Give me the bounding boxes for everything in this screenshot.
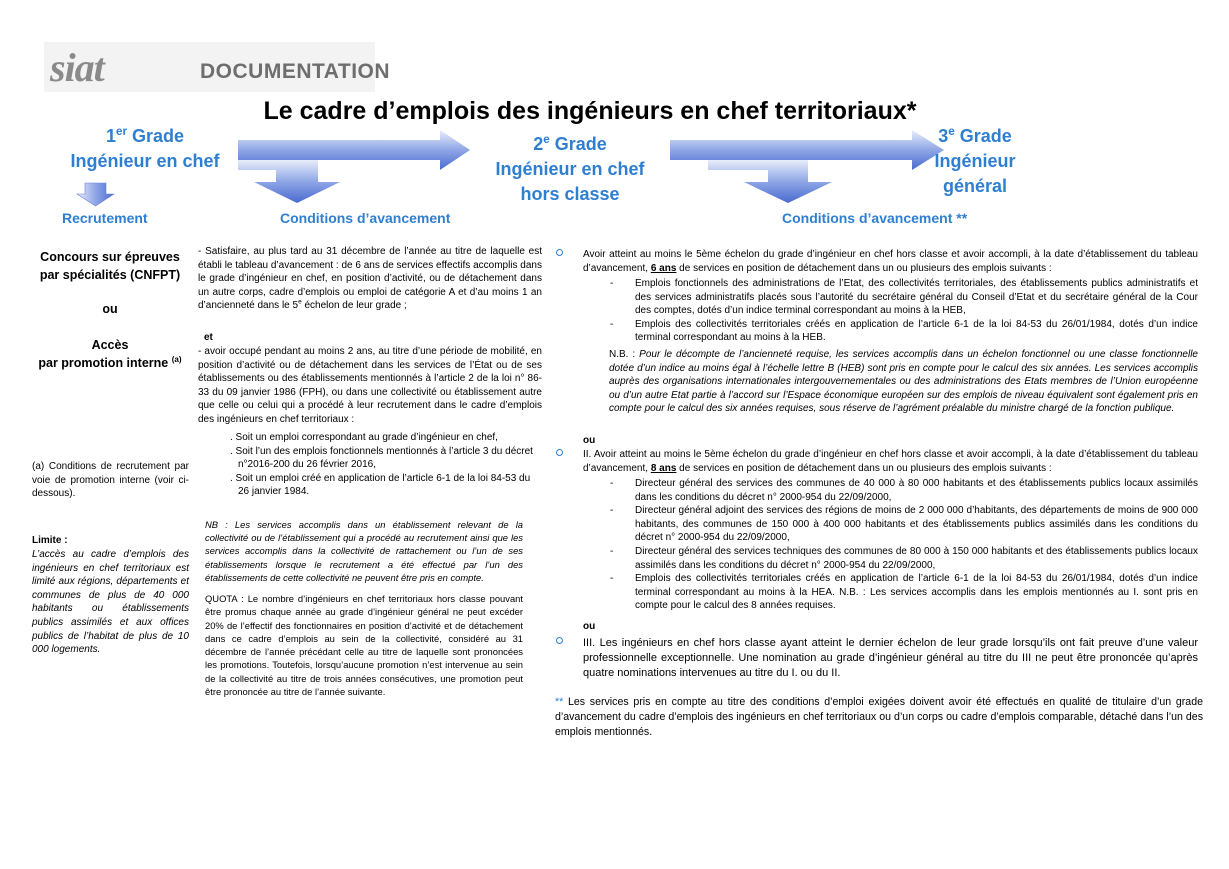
condition-ii: II. Avoir atteint au moins le 5ème échelon du grade d’ingénieur en chef hors classe et avoir accompli, à la date d’établissement du tableau d’avancement, 8 ans de services en position de détachement dans un ou plusieurs des emplois suivants : [583,449,1198,474]
ou-text: ou [102,302,118,316]
list-item: - Directeur général des services des communes de 40 000 à 80 000 habitants et des établissements publics locaux assimilés dans les conditions du décret n° 2000-954 du 22/09/2000, [610,478,1198,503]
ou-2: ou [583,621,596,632]
list-item: . Soit un emploi créé en application de l’article 6-1 de la loi 84-53 du 26 janvier 1984. [230,472,531,498]
limite-title: Limite : [32,535,68,546]
acces-text: Accès [91,338,129,352]
quota-text: QUOTA : Le nombre d’ingénieurs en chef territoriaux hors classe pouvant être promus chaque année au grade d’ingénieur général ne peut excéder 20% de l’effectif des fonctionnaires en position d’activité et de détachement dans ce cadre d’emplois au sein de la collectivité, considéré au 31 décembre de l’année précédant celle au titre de laquelle sont prononcées les promotions. Toutefois, lorsqu’aucune promotion n’est intervenue au sein de la collectivité au titre de trois années consécutives, une promotion peut être prononcée au titre de l’année suivante. [205,593,523,698]
header-conditions-2: Conditions d’avancement ** [782,210,968,226]
down-arrow-icon [77,183,114,206]
condition-2-items [230,431,540,499]
condition-i: Avoir atteint au moins le 5ème échelon du grade d’ingénieur en chef hors classe et avoir accompli, à la date d’établissement du tableau d’avancement, 6 ans de services en position de détachement dans un ou plusieurs des emplois suivants : [583,249,1198,274]
condition-i-items [610,277,1198,345]
header-conditions-1: Conditions d’avancement [280,210,451,226]
list-item: - Emplois des collectivités territoriales créés en application de l’article 6-1 de la loi 84-53 du 26/01/1984, dotés d’un indice terminal correspondant au moins à la HEB. [610,318,1198,344]
logo-mark: siat [50,45,104,90]
condition-ii-items [610,477,1198,613]
nb-condition-i: N.B. : Pour le décompte de l’ancienneté requise, les services accomplis dans un échelon fonctionnel ou une classe fonctionnelle dotée d’un indice au moins égal à l’échelle lettre B (HEB) sont pris en compte pour le calcul des six années. Les services accomplis auprès des organisations internationales intergouvernementales ou des administrations des Etats membres de l’Union européenne ou d’un autre Etat partie à l’accord sur l’Espace économique européen sur des emplois de niveau équivalent sont également pris en compte pour le calcul des six années requises, sous réserve de l’agrément préalable du ministre chargé de la fonction publique. [609,349,1198,415]
footnote: ** Les services pris en compte au titre des conditions d’emploi exigées doivent avoir été effectués en qualité de titulaire d’un grade d’avancement du cadre d’emplois des ingénieurs en chef territoriaux ou d’un corps ou cadre d’emplois comparable, détaché dans l’un des emplois mentionnés. [555,696,1203,738]
concours-text: Concours sur épreuves par spécialités (CNFPT) [39,250,181,282]
logo-text: DOCUMENTATION [200,60,391,83]
list-item: . Soit l’un des emplois fonctionnels mentionnés à l’article 3 du décret n°2016-200 du 26 février 2016, [230,445,533,471]
nb-text: NB : Les services accomplis dans un établissement relevant de la collectivité ou de l’établissement qui a procédé au recrutement ainsi que les services accomplis dans la collectivité de rattachement ou l’un de ses établissements lorsque le recrutement a été effectué par l’un des établissements de cette collectivité ne peuvent être pris en compte. [205,519,523,583]
grade-2: 2e Grade Ingénieur en chef hors classe [495,133,645,204]
bullet-icon [556,637,563,644]
page-title: Le cadre d’emplois des ingénieurs en chef territoriaux* [263,97,917,125]
condition-2: - avoir occupé pendant au moins 2 ans, au titre d’une période de mobilité, en position d’activité ou de détachement dans les services de l’État ou de ses établissements ou des établissements mentionnés à l’article 2 de la loi n° 86-33 du 09 janvier 1986 (FPH), ou dans une collectivité ou établissement autre que celle ou celui qui a procédé à leur recrutement dans le cadre d’emplois des ingénieurs en chef territoriaux : [198,346,542,425]
grade-1: 1er Grade Ingénieur en chef [40,124,250,174]
arrow-right-down-icon-1 [238,130,470,203]
ou-1: ou [583,435,596,446]
et-text: et [204,332,213,343]
list-item: - Directeur général adjoint des services des régions de moins de 2 000 000 d’habitants, des départements de moins de 900 000 habitants, des communes de 150 000 à 400 000 habitants et des établissements publics assimilés dans les conditions du décret n° 2000-954 du 22/09/2000, [610,505,1198,544]
condition-iii: III. Les ingénieurs en chef hors classe ayant atteint le dernier échelon de leur grade lorsqu’ils ont fait preuve d’une valeur professionnelle exceptionnelle. Une nomination au grade d’ingénieur général au titre du III ne peut être prononcée qu’après quatre nominations intervenues au titre du I. ou du II. [583,637,1198,679]
list-item: - Directeur général des services techniques des communes de 80 000 à 150 000 habitants et des établissements publics locaux assimilés dans les conditions du décret n° 2000-954 du 22/09/2000, [610,545,1198,571]
condition-1: - Satisfaire, au plus tard au 31 décembre de l’année au titre de laquelle est établi le tableau d’avancement : de 6 ans de services effectifs accomplis dans le grade d’ingénieur en chef, en position d’activité, ou de détachement dans un autre corps, cadre d’emplois ou emploi de catégorie A et d’au moins 1 an d’ancienneté dans le 5e échelon de leur grade ; [198,246,542,312]
bullet-icon [556,449,563,456]
limite-text: L’accès au cadre d’emplois des ingénieurs en chef territoriaux est limité aux régions, départements et communes de plus de 40 000 habitants ou établissements publics assimilés et aux offices publics de l’habitat de plus de 10 000 logements. [32,549,189,656]
grade-3: 3e Grade Ingénieur général [934,125,1016,196]
header-recrutement: Recrutement [62,210,148,226]
note-a: (a) Conditions de recrutement par voie de promotion interne (voir ci-dessous). [32,461,189,500]
list-item: - Emplois fonctionnels des administrations de l’Etat, des collectivités territoriales, des établissements publics administratifs et des services administratifs placés sous l’autorité du secrétaire général du Conseil d’Etat et du secrétaire général de la Cour des comptes, dotés d’un indice terminal correspondant au moins à la HEB, [610,278,1198,317]
bullet-icon [556,249,563,256]
list-item: - Emplois des collectivités territoriales créés en application de l’article 6-1 de la loi 84-53 du 26/01/1984, dotés d’un indice terminal correspondant au moins à la HEA. N.B. : Les services accomplis dans les emplois mentionnés au I. sont pris en compte pour le calcul des 8 années requises. [610,573,1198,612]
list-item: . Soit un emploi correspondant au grade d’ingénieur en chef, [230,432,498,443]
promotion-text: par promotion interne $^{(a)}$ [38,354,182,370]
grade-1-name: Ingénieur en chef [70,151,220,171]
